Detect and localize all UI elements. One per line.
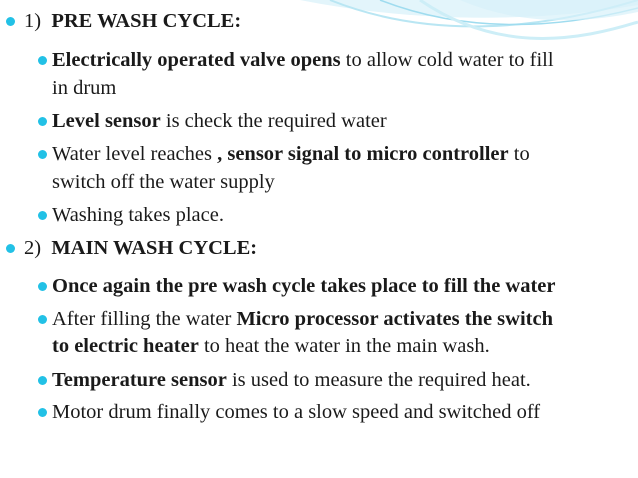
bullet-icon xyxy=(38,282,47,291)
list-item: Temperature sensor is used to measure the required heat. xyxy=(52,369,531,391)
bullet-icon xyxy=(6,17,15,26)
section-heading-main-wash: 2) MAIN WASH CYCLE: xyxy=(24,237,258,259)
bullet-icon xyxy=(38,56,47,65)
bullet-icon xyxy=(6,244,15,253)
list-item-continuation: in drum xyxy=(52,77,117,99)
list-item-continuation: to electric heater to heat the water in the main wash. xyxy=(52,335,490,357)
bullet-icon xyxy=(38,117,47,126)
list-item: Once again the pre wash cycle takes place to fill the water xyxy=(52,275,556,297)
list-item: Water level reaches , sensor signal to micro controller to xyxy=(52,143,530,165)
list-item: Motor drum finally comes to a slow speed and switched off xyxy=(52,401,541,423)
bullet-icon xyxy=(38,315,47,324)
bullet-icon xyxy=(38,150,47,159)
bullet-icon xyxy=(38,376,47,385)
list-item-continuation: switch off the water supply xyxy=(52,171,275,193)
list-item: Electrically operated valve opens to allow cold water to fill xyxy=(52,49,554,71)
list-item: Level sensor is check the required water xyxy=(52,110,387,132)
list-item: Washing takes place. xyxy=(52,204,224,226)
bullet-icon xyxy=(38,408,47,417)
list-item: After filling the water Micro processor activates the switch xyxy=(52,308,553,330)
bullet-icon xyxy=(38,211,47,220)
section-heading-pre-wash: 1) PRE WASH CYCLE: xyxy=(24,10,242,32)
